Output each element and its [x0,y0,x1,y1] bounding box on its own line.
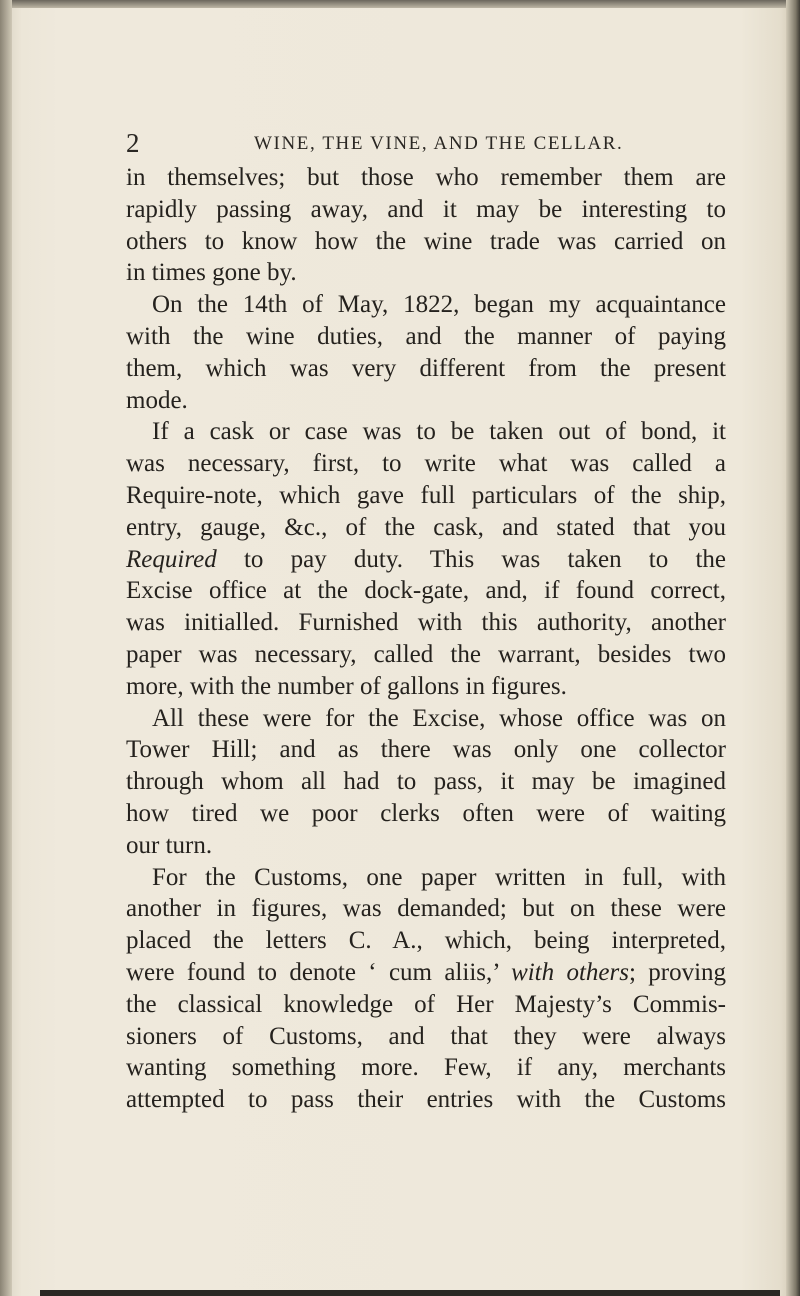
text-line: attempted to pass their entries with the Customs [126,1086,726,1114]
text-line: with the wine duties, and the manner of paying [126,322,726,350]
text-fragment: were found to denote ‘ cum aliis,’ [126,958,499,986]
text-line: another in figures, was demanded; but on these were [126,895,726,923]
text-line: entry, gauge, &c., of the cask, and stated that you [126,513,726,541]
text-line: wanting something more. Few, if any, merchants [126,1054,726,1082]
scan-edge-right [786,0,800,1296]
italic-text: Required [126,545,217,573]
text-line: the classical knowledge of Her Majesty’s Commis- [126,990,726,1018]
page-number: 2 [126,128,140,158]
text-line: rapidly passing away, and it may be interesting to [126,195,726,223]
text-line: mode. [126,386,188,414]
text-fragment: to pay duty. This was taken to the [243,545,727,573]
text-line: For the Customs, one paper written in full, with [152,863,726,891]
text-line: our turn. [126,831,213,859]
text-line: how tired we poor clerks often were of waiting [126,799,726,827]
text-line: in themselves; but those who remember them are [126,164,726,191]
text-line: others to know how the wine trade was carried on [126,227,726,255]
text-line: more, with the number of gallons in figures. [126,672,567,700]
text-line: All these were for the Excise, whose office was on [152,704,726,732]
text-line: sioners of Customs, and that they were always [126,1022,726,1050]
text-line: Require-note, which gave full particulars of the ship, [126,481,726,509]
text-line: Tower Hill; and as there was only one collector [126,736,726,764]
scan-edge-left [0,0,12,1296]
text-fragment: ; proving [628,958,727,986]
text-line: If a cask or case was to be taken out of bond, it [152,418,726,446]
italic-text: with others [511,958,629,986]
text-line: in times gone by. [126,259,297,287]
text-line: paper was necessary, called the warrant, besides two [126,640,726,668]
text-line: placed the letters C. A., which, being interpreted, [126,927,726,955]
scan-edge-bottom [40,1290,780,1296]
text-line: On the 14th of May, 1822, began my acquaintance [152,291,726,319]
text-line: was initialled. Furnished with this authority, another [126,609,726,637]
body-text [126,162,726,1116]
text-line: through whom all had to pass, it may be imagined [126,768,726,796]
text-line-mixed [126,544,726,576]
scan-edge-top [0,0,800,8]
text-line: was necessary, first, to write what was called a [126,450,726,478]
text-line: Excise office at the dock-gate, and, if found correct, [126,577,726,605]
text-line-mixed [126,957,726,989]
text-line: them, which was very different from the present [126,354,726,382]
running-head: WINE, THE VINE, AND THE CELLAR. [254,133,624,154]
